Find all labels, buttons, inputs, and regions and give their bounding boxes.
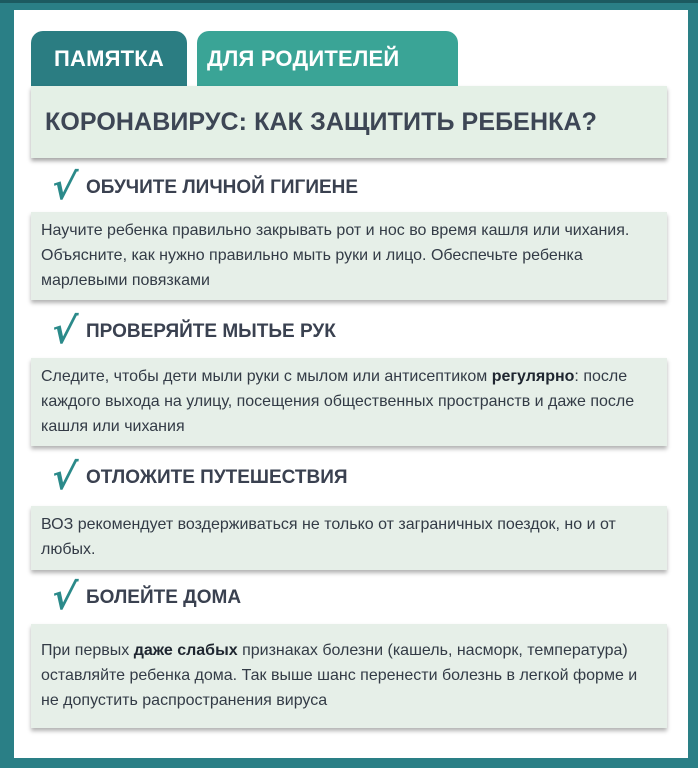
tab-pamyatka: ПАМЯТКА — [31, 31, 187, 87]
section-text-bold: даже слабых — [133, 642, 238, 659]
section-text-bold: регулярно — [491, 368, 575, 385]
section-heading-text: ПРОВЕРЯЙТЕ МЫТЬЕ РУК — [86, 321, 336, 342]
poster-title: КОРОНАВИРУС: КАК ЗАЩИТИТЬ РЕБЕНКА? — [31, 86, 667, 158]
section-text-after: признаках болезни (кашель, насморк, температура) оставляйте ребенка дома. Так выше шанс перенести болезнь в легкой форме и не допустить распространения вируса — [41, 642, 638, 709]
section-text: ВОЗ рекомендует воздерживаться не только от заграничных поездок, но и от любых. — [41, 516, 616, 558]
section-card-handwashing — [31, 358, 667, 446]
section-text-before: При первых — [41, 642, 134, 659]
section-heading-text: ОБУЧИТЕ ЛИЧНОЙ ГИГИЕНЕ — [86, 177, 359, 198]
section-heading-text: ОТЛОЖИТЕ ПУТЕШЕСТВИЯ — [86, 467, 348, 488]
checkmark-icon: √ — [49, 457, 79, 498]
section-heading-travel — [49, 457, 348, 498]
section-heading-stay-home — [49, 577, 242, 618]
section-card-hygiene — [31, 212, 667, 300]
section-card-travel — [31, 506, 667, 570]
section-text-before: Следите, чтобы дети мыли руки с мылом или антисептиком — [41, 368, 492, 385]
section-card-stay-home — [31, 624, 667, 728]
checkmark-icon: √ — [49, 577, 79, 618]
section-heading-text: БОЛЕЙТЕ ДОМА — [86, 587, 242, 608]
section-heading-handwashing — [49, 311, 336, 352]
checkmark-icon: √ — [49, 311, 79, 352]
section-text-after: : после каждого выхода на улицу, посещения общественных пространств и даже после кашля или чихания — [41, 368, 635, 435]
section-text: Научите ребенка правильно закрывать рот и нос во время кашля или чихания. Объясните, как нужно правильно мыть руки и лицо. Обеспечьте ребенка марлевыми повязками — [41, 222, 630, 289]
section-heading-hygiene — [49, 167, 359, 208]
tab-dlya-roditeley: ДЛЯ РОДИТЕЛЕЙ — [197, 31, 458, 87]
checkmark-icon: √ — [49, 167, 79, 208]
